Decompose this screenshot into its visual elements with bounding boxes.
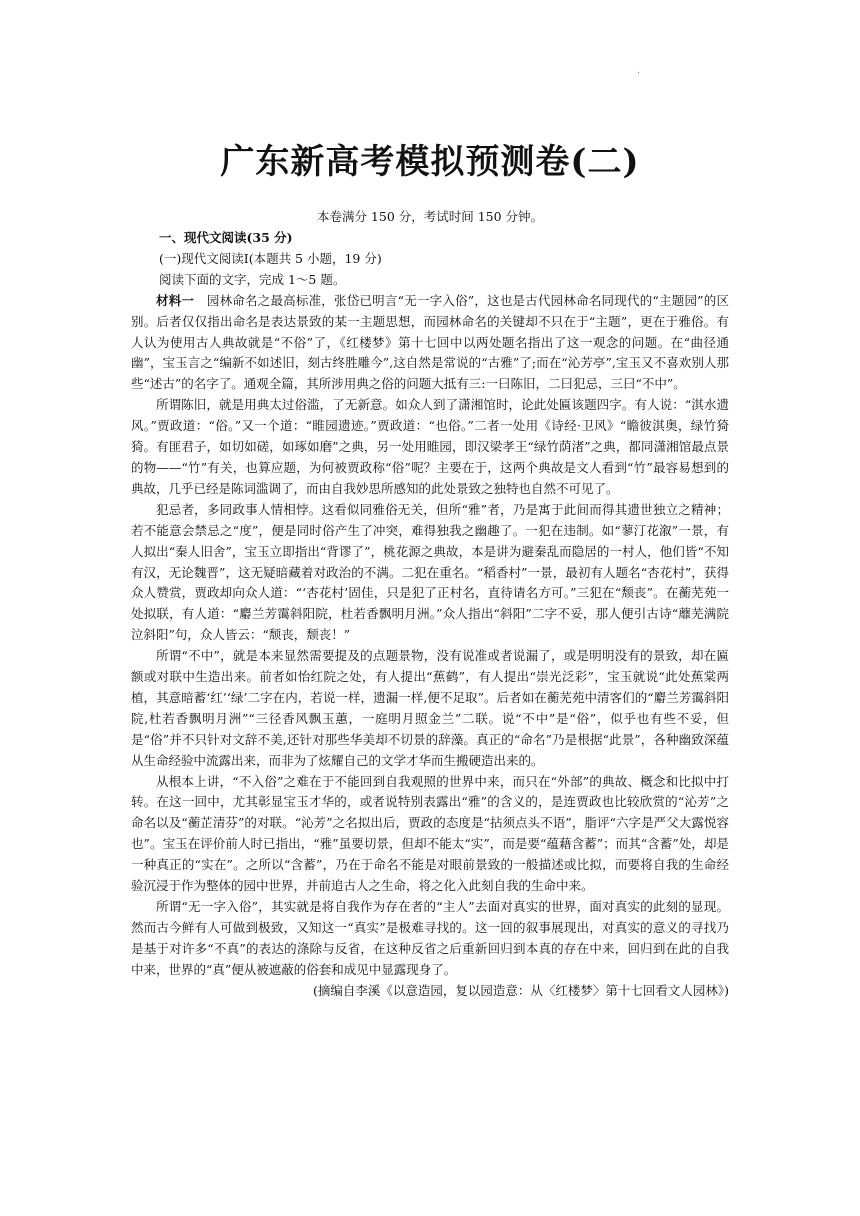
document-body [131, 228, 729, 1002]
page-title: 广东新高考模拟预测卷(二) [220, 142, 640, 182]
paragraph-3: 犯忌者，多同政事人情相悖。这看似同雅俗无关，但所“雅”者，乃是寓于此间而得其遗世独立之精神；若不能意会禁忌之“度”，便是同时俗产生了冲突，难得独我之幽趣了。一犯在违制。如“蓼汀花溆”一景，有人拟出“秦人旧舍”，宝玉立即指出“背谬了”，桃花源之典故，本是讲为避秦乱而隐居的一村人，他们皆“不知有汉，无论魏晋”，这无疑暗藏着对政治的不满。二犯在重名。“稻香村”一景，最初有人题名“杏花村”，获得众人赞赏，贾政却向众人道：“‘杏花村’固佳，只是犯了正村名，直待请名方可。”三犯在“颓丧”。在蘅芜苑一处拟联，有人道：“麝兰芳霭斜阳院，杜若香飘明月洲。”众人指出“斜阳”二字不妥，那人便引古诗“蘼芜满院泣斜阳”句，众人皆云：“颓丧，颓丧！” [131, 501, 729, 643]
paragraph-5: 从根本上讲，“不入俗”之难在于不能回到自我观照的世界中来，而只在“外部”的典故、概念和比拟中打转。在这一回中，尤其彰显宝玉才华的，或者说特别表露出“雅”的含义的，是连贾政也比较欣赏的“沁芳”之命名以及“蘅芷清芬”的对联。“沁芳”之名拟出后，贾政的态度是“拈须点头不语”，脂评“六字是严父大露悦容也”。宝玉在评价前人时已指出，“雅”虽要切景，但却不能太“实”，而是要“蕴藉含蓄”；而其“含蓄”处，却是一种真正的“实在”。之所以“含蓄”，乃在于命名不能是对眼前景致的一般描述或比拟，而要将自我的生命经验沉浸于作为整体的园中世界，并前追古人之生命，将之化入此刻自我的生命中来。 [131, 773, 729, 894]
section-heading: 一、现代文阅读(35 分) [159, 230, 293, 245]
paragraph-6: 所谓“无一字入俗”，其实就是将自我作为存在者的“主人”去面对真实的世界，面对真实的此刻的显现。然而古今鲜有人可做到极致，又知这一“真实”是极难寻找的。这一回的叙事展现出，对真实的意义的寻找乃是基于对许多“不真”的表达的涤除与反省，在这种反省之后重新回归到本真的存在中来，回归到在此的自我中来，世界的“真”便从被遮蔽的俗套和成见中显露现身了。 [131, 899, 729, 977]
instruction: 阅读下面的文字，完成 1～5 题。 [159, 271, 346, 287]
sub-heading: (一)现代文阅读Ⅰ(本题共 5 小题，19 分) [159, 250, 382, 266]
paragraph-2: 所谓陈旧，就是用典太过俗滥，了无新意。如众人到了潇湘馆时，论此处匾该题四字。有人说：“淇水遗风。”贾政道：“俗。”又一个道：“睢园遗迹。”贾政道：“也俗。”二者一处用《诗经·卫风》“瞻彼淇奥，绿竹猗猗。有匪君子，如切如磋，如琢如磨”之典，另一处用睢园，即汉梁孝王“绿竹荫渚”之典，都同潇湘馆最点景的物——“竹”有关，也算应题，为何被贾政称“俗”呢？主要在于，这两个典故是文人看到“竹”最容易想到的典故，几乎已经是陈词滥调了，而由自我妙思所感知的此处景致之独特也自然不可见了。 [131, 397, 729, 496]
material-label: 材料一 [156, 292, 195, 308]
paragraph-4: 所谓“不中”，就是本来显然需要提及的点题景物，没有说准或者说漏了，或是明明没有的景致，却在匾额或对联中生造出来。前者如怡红院之处，有人提出“蕉鹤”，有人提出“崇光泛彩”，宝玉就说“此处蕉棠两植，其意暗蓄‘红’‘绿’二字在内，若说一样，遗漏一样,便不足取”。后者如在蘅芜苑中清客们的“麝兰芳霭斜阳院,杜若香飘明月洲”“三径香风飘玉蕙，一庭明月照金兰”二联。说“不中”是“俗”，似乎也有些不妥，但是“俗”并不只针对文辞不美,还针对那些华美却不切景的辞藻。真正的“命名”乃是根据“此景”，各种幽致深蕴从生命经验中流露出来，而非为了炫耀自己的文学才华而生搬硬造出来的。 [131, 648, 729, 768]
corner-mark: . [637, 66, 640, 76]
exam-meta: 本卷满分 150 分，考试时间 150 分钟。 [316, 209, 544, 224]
paragraph-1-text: 园林命名之最高标准，张岱已明言“无一字入俗”，这也是古代园林命名同现代的“主题园”的区别。后者仅仅指出命名是表达景致的某一主题思想，而园林命名的关键却不只在于“主题”，更在于雅俗。有人认为使用古人典故就是“不俗”了，《红楼梦》第十七回中以两处题名指出了这一观念的问题。在“曲径通幽”，宝玉言之“编新不如述旧，刻古终胜雕今”,这自然是常说的“古雅”了;而在“沁芳亭”,宝玉又不喜欢别人那些“述古”的名字了。通观全篇，其所涉用典之俗的问题大抵有三:一曰陈旧，二曰犯忌，三曰“不中”。 [131, 292, 729, 392]
paragraph-1 [131, 291, 729, 396]
source-citation: (摘编自李溪《以意造园，复以园造意：从〈红楼梦〉第十七回看文人园林》) [312, 982, 729, 998]
